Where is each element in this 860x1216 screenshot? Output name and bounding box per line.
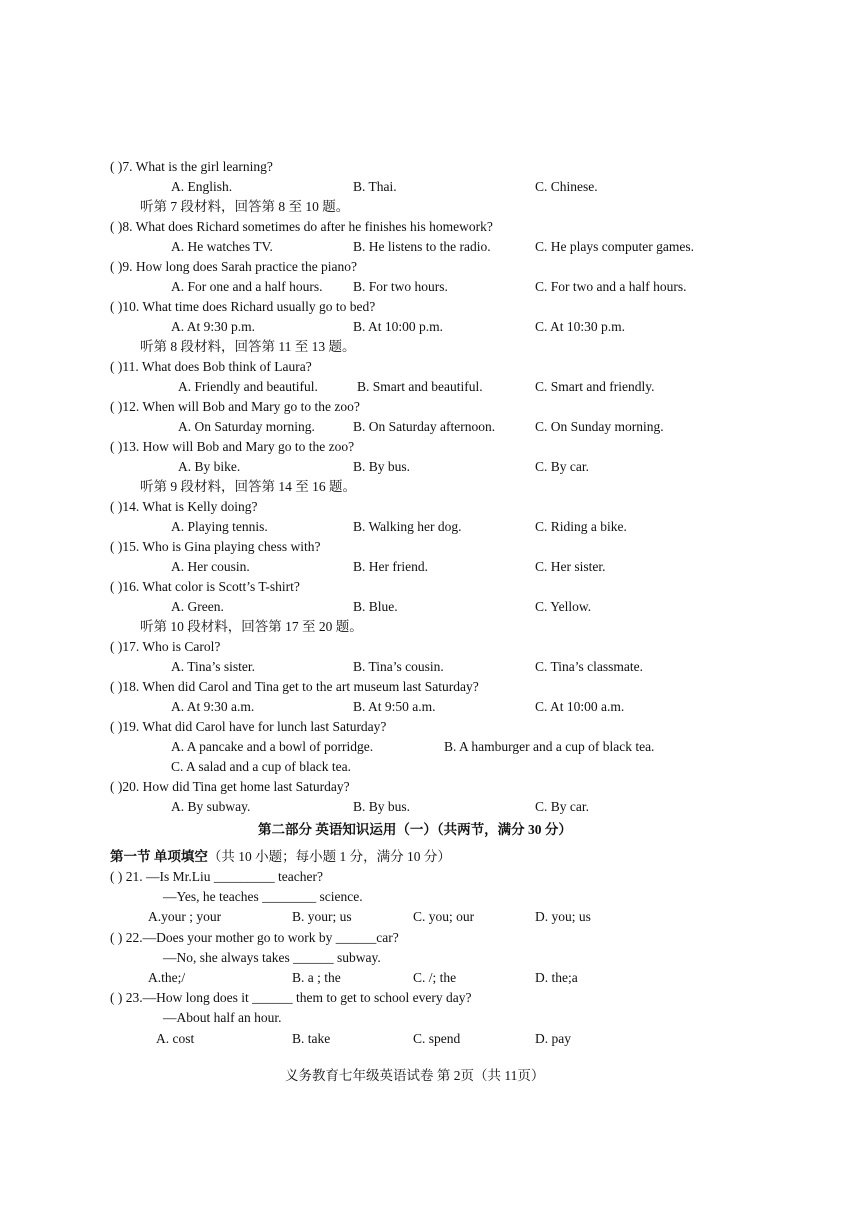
option-b: B. Her friend. — [353, 559, 428, 574]
option-b: B. your; us — [292, 909, 352, 924]
option-b: B. At 9:50 a.m. — [353, 699, 436, 714]
question-15: ( )15. Who is Gina playing chess with? — [110, 539, 321, 554]
option-c: C. Riding a bike. — [535, 519, 627, 534]
option-c: C. At 10:30 p.m. — [535, 319, 626, 334]
option-b: B. On Saturday afternoon. — [353, 419, 496, 434]
option-a: A. English. — [171, 179, 233, 194]
option-a: A. At 9:30 a.m. — [171, 699, 255, 714]
option-b: B. By bus. — [353, 799, 411, 814]
option-a: A. Tina’s sister. — [171, 659, 256, 674]
option-a: A. By subway. — [171, 799, 251, 814]
option-b: B. Blue. — [353, 599, 398, 614]
material-8-instruction: 听第 8 段材料，回答第 11 至 13 题。 — [140, 339, 356, 354]
option-b: B. Thai. — [353, 179, 397, 194]
option-c: C. Chinese. — [535, 179, 598, 194]
material-7-instruction: 听第 7 段材料，回答第 8 至 10 题。 — [140, 199, 350, 214]
option-b: B. take — [292, 1031, 331, 1046]
option-b: B. For two hours. — [353, 279, 448, 294]
option-c: C. /; the — [413, 970, 457, 985]
question-12: ( )12. When will Bob and Mary go to the zoo? — [110, 399, 360, 414]
option-b: B. By bus. — [353, 459, 411, 474]
option-d: D. the;a — [535, 970, 578, 985]
question-17: ( )17. Who is Carol? — [110, 639, 221, 654]
option-a: A. Friendly and beautiful. — [178, 379, 318, 394]
option-a: A. He watches TV. — [171, 239, 273, 254]
question-23-response: —About half an hour. — [163, 1010, 282, 1025]
part-two-heading: 第二部分 英语知识运用（一）（共两节，满分 30 分） — [258, 822, 572, 837]
option-a: A. On Saturday morning. — [178, 419, 315, 434]
option-a: A. Her cousin. — [171, 559, 250, 574]
option-a: A. At 9:30 p.m. — [171, 319, 256, 334]
option-c: C. By car. — [535, 459, 589, 474]
option-c: C. For two and a half hours. — [535, 279, 687, 294]
option-a: A.the;/ — [148, 970, 186, 985]
section-one-title: 第一节 单项填空 — [110, 849, 208, 864]
section-one-rule: （共 10 小题；每小题 1 分，满分 10 分） — [207, 849, 451, 864]
option-a: A.your ; your — [148, 909, 222, 924]
option-a: A. Playing tennis. — [171, 519, 268, 534]
section-one-heading — [110, 849, 451, 865]
question-23: ( ) 23.—How long does it ______ them to get to school every day? — [110, 990, 472, 1005]
question-18: ( )18. When did Carol and Tina get to the art museum last Saturday? — [110, 679, 479, 694]
question-10: ( )10. What time does Richard usually go to bed? — [110, 299, 376, 314]
question-19: ( )19. What did Carol have for lunch last Saturday? — [110, 719, 387, 734]
question-16: ( )16. What color is Scott’s T-shirt? — [110, 579, 300, 594]
option-b: B. a ; the — [292, 970, 341, 985]
option-c: C. A salad and a cup of black tea. — [171, 759, 351, 774]
question-14: ( )14. What is Kelly doing? — [110, 499, 258, 514]
option-c: C. you; our — [413, 909, 475, 924]
option-b: B. Tina’s cousin. — [353, 659, 444, 674]
question-9: ( )9. How long does Sarah practice the piano? — [110, 259, 358, 274]
option-c: C. Smart and friendly. — [535, 379, 655, 394]
question-21-response: —Yes, he teaches ________ science. — [163, 889, 363, 904]
option-b: B. At 10:00 p.m. — [353, 319, 444, 334]
material-9-instruction: 听第 9 段材料，回答第 14 至 16 题。 — [140, 479, 356, 494]
question-21: ( ) 21. —Is Mr.Liu _________ teacher? — [110, 869, 323, 884]
question-20: ( )20. How did Tina get home last Saturday? — [110, 779, 350, 794]
option-c: C. At 10:00 a.m. — [535, 699, 625, 714]
page-footer: 义务教育七年级英语试卷 第 2页（共 11页） — [285, 1068, 545, 1083]
option-c: C. He plays computer games. — [535, 239, 694, 254]
question-11: ( )11. What does Bob think of Laura? — [110, 359, 312, 374]
option-b: B. Smart and beautiful. — [357, 379, 483, 394]
question-22-response: —No, she always takes ______ subway. — [163, 950, 381, 965]
option-a: A. By bike. — [178, 459, 241, 474]
question-13: ( )13. How will Bob and Mary go to the zoo? — [110, 439, 355, 454]
option-a: A. cost — [156, 1031, 195, 1046]
option-c: C. By car. — [535, 799, 589, 814]
option-d: D. pay — [535, 1031, 571, 1046]
question-8: ( )8. What does Richard sometimes do after he finishes his homework? — [110, 219, 493, 234]
option-a: A. Green. — [171, 599, 224, 614]
option-b: B. Walking her dog. — [353, 519, 462, 534]
question-22: ( ) 22.—Does your mother go to work by ______car? — [110, 930, 399, 945]
option-b: B. He listens to the radio. — [353, 239, 491, 254]
option-b: B. A hamburger and a cup of black tea. — [444, 739, 655, 754]
option-c: C. Tina’s classmate. — [535, 659, 644, 674]
option-a: A. A pancake and a bowl of porridge. — [171, 739, 374, 754]
option-a: A. For one and a half hours. — [171, 279, 323, 294]
option-c: C. spend — [413, 1031, 461, 1046]
option-c: C. Yellow. — [535, 599, 592, 614]
option-c: C. Her sister. — [535, 559, 606, 574]
material-10-instruction: 听第 10 段材料，回答第 17 至 20 题。 — [140, 619, 363, 634]
option-d: D. you; us — [535, 909, 591, 924]
question-7: ( )7. What is the girl learning? — [110, 159, 273, 174]
option-c: C. On Sunday morning. — [535, 419, 664, 434]
